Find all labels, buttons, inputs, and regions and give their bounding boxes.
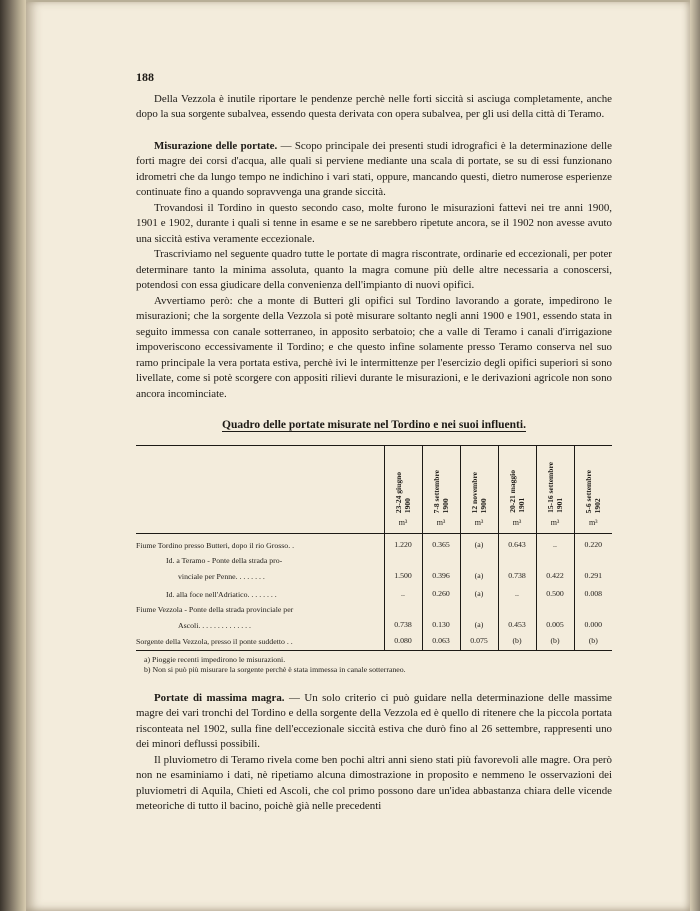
paragraph-avvertiamo: Avvertiamo però: che a monte di Butteri gli opifici sul Tordino lavorando a gorate, impedirono le misurazioni; che la sorgente della Vezzola si potè misurare soltanto negli anni 1900 e 1901, essendo stata in seguito immessa con canale sotterraneo, in apposito serbatoio; che a valle di Teramo i canali d'irrigazione impoveriscono eccessivamente il Tordino; e che questo infine solamente presso Teramo conserva nel suo ramo principale la vera portata estiva, perchè ivi le intermittenze per l'esercizio degli opifici superiori si sono livellate, come si potè scorgere con appositi rilievi durante le misurazioni, e le derivazioni agricole non sono ancora incominciate. [136, 294, 612, 400]
column-header: 15-16 settembre 1901 [536, 445, 574, 515]
column-header: 5-6 settembre 1902 [574, 445, 612, 515]
column-header: 20-21 maggio 1901 [498, 445, 536, 515]
table-cell: 0.291 [574, 553, 612, 584]
paragraph-trascriviamo: Trascriviamo nel seguente quadro tutte le portate di magra riscontrate, ordinarie ed eccezionali, per poter determinare tanto la minima assoluta, quanto la magra comune più delle altre necessaria a conoscersi, potendosi con essa giudicare della convenienza dell'impianto di nuovi opifici. [136, 248, 612, 291]
table-cell: 0.008 [574, 584, 612, 602]
table-title: Quadro delle portate misurate nel Tordino e nei suoi influenti. [222, 419, 526, 431]
table-cell: (a) [460, 584, 498, 602]
table-cell: 0.080 [384, 633, 422, 650]
table-cell: 0.063 [422, 633, 460, 650]
table-cell: 0.005 [536, 602, 574, 633]
portate-table [136, 445, 612, 651]
unit-label: m³ [536, 515, 574, 533]
column-header: 7-8 settembre 1900 [422, 445, 460, 515]
table-cell: 0.643 [498, 533, 536, 553]
section-heading-massima-magra: Portate di massima magra. [154, 691, 285, 704]
table-row [136, 633, 612, 650]
table-cell: 0.220 [574, 533, 612, 553]
table-cell: 0.453 [498, 602, 536, 633]
table-row [136, 533, 612, 553]
paragraph-misurazione [136, 139, 612, 201]
column-header: 12 novembre 1900 [460, 445, 498, 515]
table-cell: .. [384, 584, 422, 602]
paragraph-portate-massima-magra [136, 691, 612, 753]
row-label: Fiume Tordino presso Butteri, dopo il rio Grosso. . [136, 540, 295, 550]
section-text-massima-magra: — Un solo criterio ci può guidare nella determinazione delle massime magre dei vari tronchi del Tordino e della sorgente della Vezzola ed è quello di ritenere che la piccola portata risconteata nel 1902, sulla fine dell'eccezionale siccità estiva che durò fino al 26 settembre, rappresenti uno dei minori deflussi possibili. [136, 691, 613, 750]
page-top-edge [26, 0, 690, 2]
row-label: Id. a Teramo - Ponte della strada pro- vinciale per Penne. . . . . . . . [166, 556, 283, 581]
table-cell: 0.365 [422, 533, 460, 553]
row-label: Fiume Vezzola - Ponte della strada provinciale per Ascoli. . . . . . . . . . . . . . [136, 605, 294, 630]
page-content [136, 70, 612, 815]
row-label: Id. alla foce nell'Adriatico. . . . . . . . [166, 589, 277, 599]
table-cell: 1.220 [384, 533, 422, 553]
table-cell: 0.396 [422, 553, 460, 584]
table-footnotes [136, 655, 612, 675]
table-cell: (a) [460, 602, 498, 633]
table-cell: 0.260 [422, 584, 460, 602]
unit-label: m³ [460, 515, 498, 533]
footnote-a: a) Pioggie recenti impedirono le misurazioni. [144, 654, 286, 664]
table-cell: (b) [536, 633, 574, 650]
section-text-misurazione: — Scopo principale dei presenti studi idrografici è la determinazione delle forti magre dei corsi d'acqua, alle quali si perviene mediante una scala di portate, se su di essi funzionano idrometri che da lungo tempo ne indichino i vari stati, oppure, mancando questi, dietro numerose esperienze continuate fino a quando sopravvenga una grande siccità. [136, 139, 613, 198]
page-number: 188 [136, 70, 154, 84]
section-heading-misurazione: Misurazione delle portate. [154, 139, 278, 152]
paragraph-vezzola: Della Vezzola è inutile riportare le pendenze perchè nelle forti siccità si asciuga completamente, anche dopo la sua sorgente subalvea, essendo questa derivata con opera subalvea, per gli usi della città di Teramo. [136, 92, 612, 120]
table-cell: 0.738 [498, 553, 536, 584]
unit-label: m³ [422, 515, 460, 533]
table-row [136, 602, 612, 633]
table-corner [136, 445, 384, 515]
table-cell: 0.130 [422, 602, 460, 633]
table-cell: .. [498, 584, 536, 602]
table-cell: (b) [574, 633, 612, 650]
unit-label: m³ [574, 515, 612, 533]
table-cell: 0.000 [574, 602, 612, 633]
table-cell: (b) [498, 633, 536, 650]
table-cell: 0.422 [536, 553, 574, 584]
table-cell: 0.075 [460, 633, 498, 650]
page-edge [690, 0, 700, 911]
unit-label: m³ [384, 515, 422, 533]
footnote-b: b) Non si può più misurare la sorgente perchè è stata immessa in canale sotterraneo. [144, 664, 406, 674]
unit-label: m³ [498, 515, 536, 533]
table-row [136, 584, 612, 602]
table-cell: 0.738 [384, 602, 422, 633]
table-row [136, 553, 612, 584]
table-cell: 0.500 [536, 584, 574, 602]
table-cell: .. [536, 533, 574, 553]
book-spine [0, 0, 26, 911]
row-label: Sorgente della Vezzola, presso il ponte suddetto . . [136, 633, 384, 650]
table-cell: (a) [460, 533, 498, 553]
paragraph-pluviometro: Il pluviometro di Teramo rivela come ben pochi altri anni sieno stati più favorevoli alle magre. Ora però non ne esaminiamo i dati, nè ripetiamo alcuna dimostrazione in proposito e nemmeno le osservazioni dei pluviometri di Aquila, Chieti ed Ascoli, che col primo possono dare un'idea abbastanza chiara delle vicende meteoriche di tutto il bacino, poichè già nelle precedenti [136, 753, 612, 812]
paragraph-tordino: Trovandosi il Tordino in questo secondo caso, molte furono le misurazioni fattevi nei tre anni 1900, 1901 e 1902, durante i quali si tenne in esame e se ne sarebbero ripetute ancora, se il 1902 non avesse avuto una siccità estiva veramente eccezionale. [136, 201, 612, 245]
column-header: 23-24 giugno 1900 [384, 445, 422, 515]
table-cell: (a) [460, 553, 498, 584]
table-cell: 1.500 [384, 553, 422, 584]
